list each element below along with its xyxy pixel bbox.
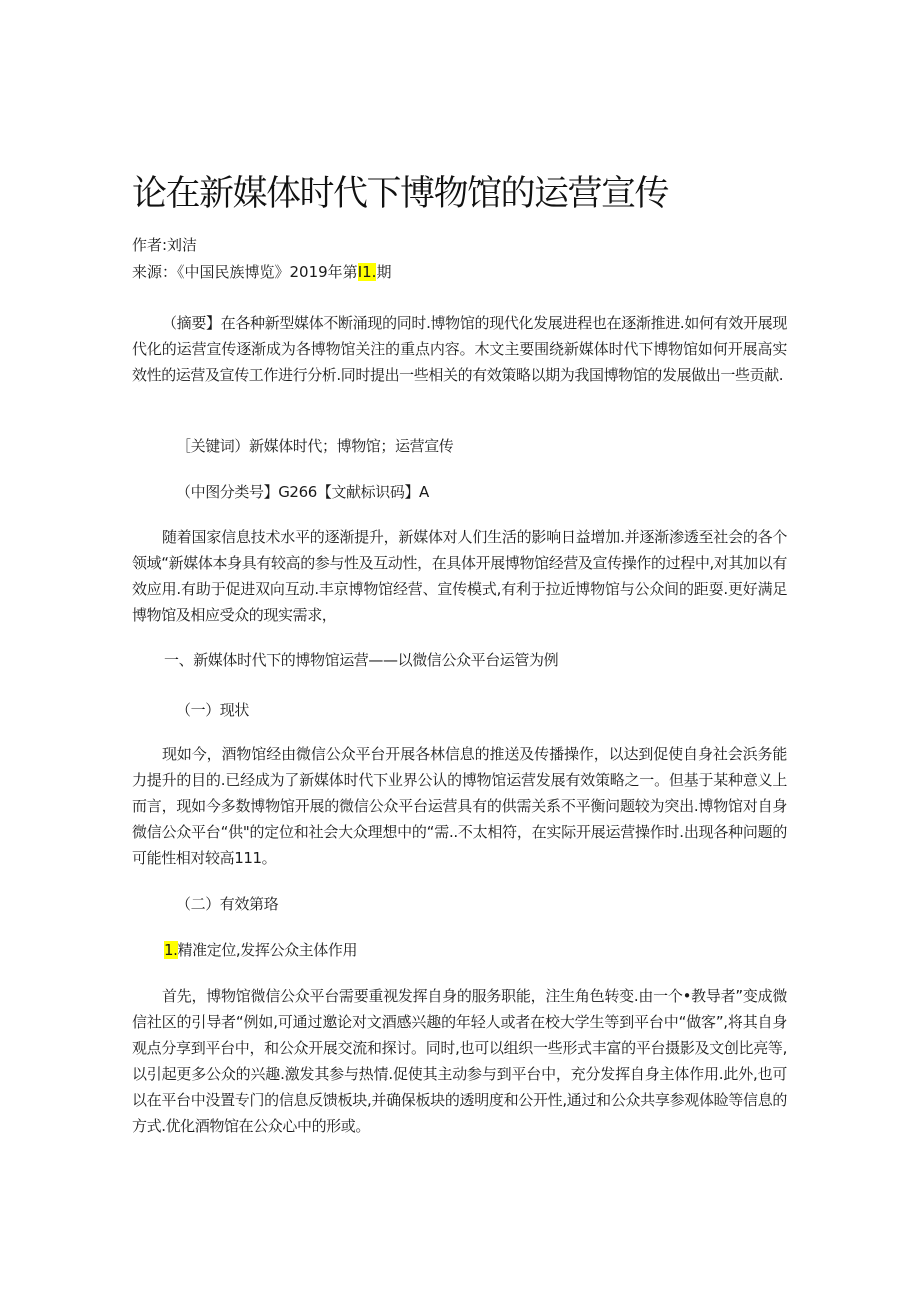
item-number-highlight: 1. [164, 941, 178, 959]
status-paragraph: 现如今，酒物馆经由微信公众平台开展各林信息的推送及传播操作，以达到促使自身社会浜务能力提升的目的.已经成为了新媒体时代下业界公认的博物馆运营发展有效策略之一。但基于某种意义上而言，现如今多数博物馆开展的微信公众平台运营具有的供需关系不平衡问题较为突出.博物馆对自身微信公众平台“供"的定位和社会大众理想中的“需..不太相符，在实际开展运营操作时.出现各种问题的可能性相对较高111。 [132, 745, 787, 867]
subsection-heading-strategy: （二）有效第珞 [176, 895, 279, 913]
author-line: 作者:刘洁 [132, 236, 198, 254]
source-issue-highlight: I1. [357, 263, 377, 281]
first-strategy-paragraph: 首先，博物馆微信公众平台需要重视发挥自身的服务职能，注生角色转变.由一个•教导者”变成微信社区的引导者“例如,可通过邀论对文酒感兴趣的年轻人或者在校大学生等到平台中“做客”,将其自身观点分享到平台中，和公众开展交流和探讨。同时,也可以组织一些形式丰富的平台摄影及文创比亮等,以引起更多公众的兴趣.激发其参与热情.促使其主动参与到平台中，充分发挥自身主体作用.此外,也可以在平台中没置专门的信息反馈板块,并确保板块的透明度和公开性,通过和公众共享参观体睑等信息的方式.优化酒物馆在公众心中的形或。 [132, 987, 787, 1135]
keywords-line: ［关键词）新媒体时代；博物馆；运营宣传 [176, 437, 454, 455]
classification-line: （中图分类号】G266【文献标识码】A [176, 483, 429, 501]
source-prefix: 来源：《中国民族博览》2019年第 [132, 263, 358, 281]
item-text: 精准定位,发挥公众主体作用 [177, 941, 358, 959]
strategy-item-1 [164, 937, 357, 963]
source-suffix: 期 [376, 263, 392, 281]
source-line [132, 260, 391, 284]
subsection-heading-status: （一）现状 [176, 701, 250, 719]
section-heading-1: 一、新媒体时代下的博物馆运营——以微信公众平台运管为例 [164, 651, 559, 669]
intro-paragraph: 随着国家信息技术水平的逐渐提升，新媒体对人们生活的影响日益增加.并逐渐渗透至社会的各个领域“新媒体本身具有较高的参与性及互动性，在具体开展博物馆经营及宣传操作的过程中,对其加以有效应用.有助于促进双向互动.丰京博物馆经营、宣传模式,有利于拉近博物馆与公众间的距耍.更好满足博物馆及相应受众的现实需求， [132, 528, 787, 624]
abstract-paragraph: （摘要】在各种新型媒体不断涌现的同时.博物馆的现代化发展进程也在逐渐推进.如何有效开展现代化的运营宣传逐渐成为各博物馆关注的重点内容。木文主要围绕新媒体时代下博物馆如何开展高实效性的运营及宣传工作进行分析.同时提出一些相关的有效策略以期为我国博物馆的发展做出一些贡献. [132, 314, 787, 384]
article-title: 论在新媒体时代下博物馆的运营宣传 [132, 174, 669, 214]
